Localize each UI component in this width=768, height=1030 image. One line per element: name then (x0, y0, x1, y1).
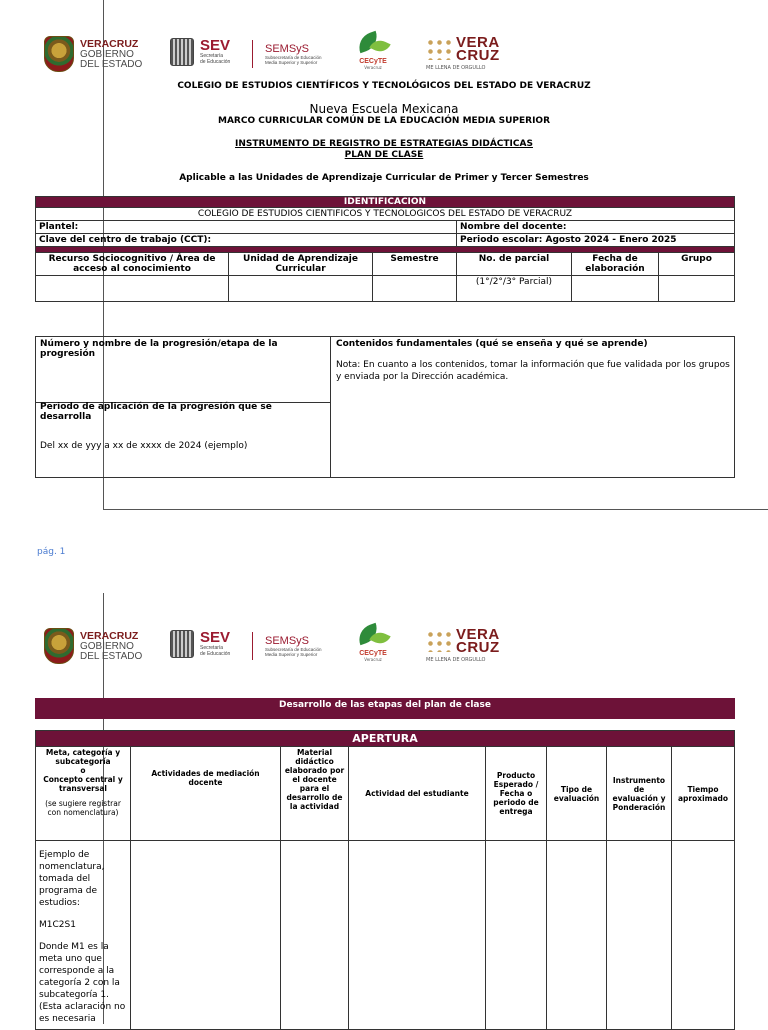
table-cell[interactable] (572, 276, 659, 302)
example-text: M1C2S1 (39, 920, 76, 931)
column-header (36, 747, 131, 841)
plantel-field[interactable]: Plantel: (36, 221, 457, 234)
instrument-title: INSTRUMENTO DE REGISTRO DE ESTRATEGIAS DIDÁCTICAS (235, 139, 533, 149)
cecyte-logo (355, 34, 391, 70)
logo-text: GOBIERNO (80, 48, 134, 60)
logo-text: VERA (456, 34, 500, 51)
logo-text: SEV (200, 629, 231, 646)
column-header: Instrumento de evaluación y Ponderación (607, 747, 672, 841)
table-cell[interactable] (607, 841, 672, 1030)
column-header: Recurso Sociocognitivo / Área de acceso al conocimiento (36, 253, 229, 276)
apertura-table (35, 730, 735, 1030)
leaf-icon (355, 626, 391, 650)
logo-strip (0, 30, 768, 80)
veracruz-brand-logo (426, 628, 500, 663)
logo-text: DEL ESTADO (80, 650, 143, 662)
logo-text: VERA (456, 626, 500, 643)
column-header: Actividad del estudiante (349, 747, 486, 841)
logo-text: de Educación (200, 59, 231, 65)
identification-header: IDENTIFICACION (36, 197, 735, 208)
header-line: Meta, categoría y subcategoría (45, 748, 121, 767)
plan-title: PLAN DE CLASE (344, 150, 424, 160)
veracruz-gobierno-logo (44, 628, 142, 664)
header-note: (se sugiere registrar con nomenclatura) (45, 799, 121, 818)
logo-strip (0, 622, 768, 672)
column-header: Material didáctico elaborado por el docente para el desarrollo de la actividad (281, 747, 349, 841)
sev-logo (170, 38, 230, 66)
periodo-field[interactable]: Periodo escolar: Agosto 2024 - Enero 2025 (457, 234, 735, 247)
veracruz-brand-logo (426, 36, 500, 71)
example-text: Ejemplo de nomenclatura, tomada del programa de estudios: (39, 850, 105, 909)
logo-text: VERACRUZ (80, 37, 139, 50)
identification-college: COLEGIO DE ESTUDIOS CIENTIFICOS Y TECNOLOGICOS DEL ESTADO DE VERACRUZ (36, 208, 735, 221)
table-cell[interactable] (672, 841, 735, 1030)
margin-guide-line (103, 509, 768, 510)
example-text: Donde M1 es la meta uno que corresponde a la categoría 2 con la subcategoría 1. (Esta aclaración no es necesaria (39, 942, 126, 1025)
table-cell[interactable] (349, 841, 486, 1030)
column-header: Semestre (373, 253, 457, 276)
logo-text: Media Superior y Superior (265, 651, 318, 657)
column-header: Fecha de elaboración (572, 253, 659, 276)
logo-text: CECyTE (359, 58, 387, 65)
semsys-logo (252, 40, 322, 68)
coat-of-arms-icon (44, 628, 74, 664)
development-header: Desarrollo de las etapas del plan de clase (35, 698, 735, 719)
logo-text: Veracruz (364, 657, 382, 662)
logo-text: VERACRUZ (80, 629, 139, 642)
table-cell[interactable] (36, 841, 131, 1030)
nem-title: Nueva Escuela Mexicana (309, 102, 459, 116)
header-line: Concepto central y transversal (43, 775, 123, 794)
table-cell[interactable] (131, 841, 281, 1030)
institution-title: COLEGIO DE ESTUDIOS CIENTÍFICOS Y TECNOLÓGICOS DEL ESTADO DE VERACRUZ (177, 81, 591, 91)
period-application-example[interactable]: Del xx de yyy a xx de xxxx de 2024 (ejemplo) (40, 441, 248, 451)
page-number: pág. 1 (37, 547, 66, 557)
building-icon (170, 630, 194, 658)
logo-text: SEMSyS (265, 42, 310, 55)
column-header: Tipo de evaluación (547, 747, 607, 841)
knot-icon (426, 630, 452, 652)
contents-label: Contenidos fundamentales (qué se enseña y qué se aprende) (336, 339, 648, 349)
logo-text: Subsecretaría de Educación (265, 646, 322, 652)
coat-of-arms-icon (44, 36, 74, 72)
logo-text: CECyTE (359, 650, 387, 657)
knot-icon (426, 38, 452, 60)
logo-text: GOBIERNO (80, 640, 134, 652)
logo-text: Subsecretaría de Educación (265, 54, 322, 60)
logo-text: SEMSyS (265, 634, 310, 647)
column-header: Tiempo aproximado (672, 747, 735, 841)
logo-text: SEV (200, 37, 231, 54)
veracruz-gobierno-logo (44, 36, 142, 72)
logo-text: ME LLENA DE ORGULLO (426, 657, 486, 663)
logo-text: DEL ESTADO (80, 58, 143, 70)
cct-field[interactable]: Clave del centro de trabajo (CCT): (36, 234, 457, 247)
column-header: Unidad de Aprendizaje Curricular (229, 253, 373, 276)
table-cell[interactable] (659, 276, 735, 302)
column-header: Grupo (659, 253, 735, 276)
mccems-title: MARCO CURRICULAR COMÚN DE LA EDUCACIÓN MEDIA SUPERIOR (218, 116, 550, 126)
period-application-label: Periodo de aplicación de la progresión que se desarrolla (40, 402, 272, 422)
docente-field[interactable]: Nombre del docente: (457, 221, 735, 234)
table-cell[interactable] (486, 841, 547, 1030)
column-header: No. de parcial (457, 253, 572, 276)
column-header: Actividades de mediación docente (131, 747, 281, 841)
semsys-logo (252, 632, 322, 660)
table-cell[interactable] (281, 841, 349, 1030)
divider (330, 336, 331, 478)
logo-text: CRUZ (456, 639, 500, 656)
building-icon (170, 38, 194, 66)
identification-table (35, 196, 735, 302)
logo-text: de Educación (200, 651, 231, 657)
parcial-hint[interactable]: (1°/2°/3° Parcial) (457, 276, 572, 302)
applicable-text: Aplicable a las Unidades de Aprendizaje Curricular de Primer y Tercer Semestres (179, 173, 589, 183)
leaf-icon (355, 34, 391, 58)
cecyte-logo (355, 626, 391, 662)
header-line: o (80, 766, 86, 776)
logo-text: Secretaría (200, 53, 224, 59)
contents-note[interactable]: Nota: En cuanto a los contenidos, tomar la información que fue validada por los grupos y enviada por la Dirección académica. (336, 360, 730, 382)
logo-text: ME LLENA DE ORGULLO (426, 65, 486, 71)
table-cell[interactable] (36, 276, 229, 302)
progression-label: Número y nombre de la progresión/etapa de la progresión (40, 339, 278, 359)
logo-text: Secretaría (200, 645, 224, 651)
logo-text: Media Superior y Superior (265, 59, 318, 65)
table-cell[interactable] (547, 841, 607, 1030)
apertura-header: APERTURA (36, 731, 735, 747)
logo-text: Veracruz (364, 65, 382, 70)
sev-logo (170, 630, 230, 658)
column-header: Producto Esperado / Fecha o periodo de entrega (486, 747, 547, 841)
table-cell[interactable] (373, 276, 457, 302)
table-cell[interactable] (229, 276, 373, 302)
logo-text: CRUZ (456, 47, 500, 64)
